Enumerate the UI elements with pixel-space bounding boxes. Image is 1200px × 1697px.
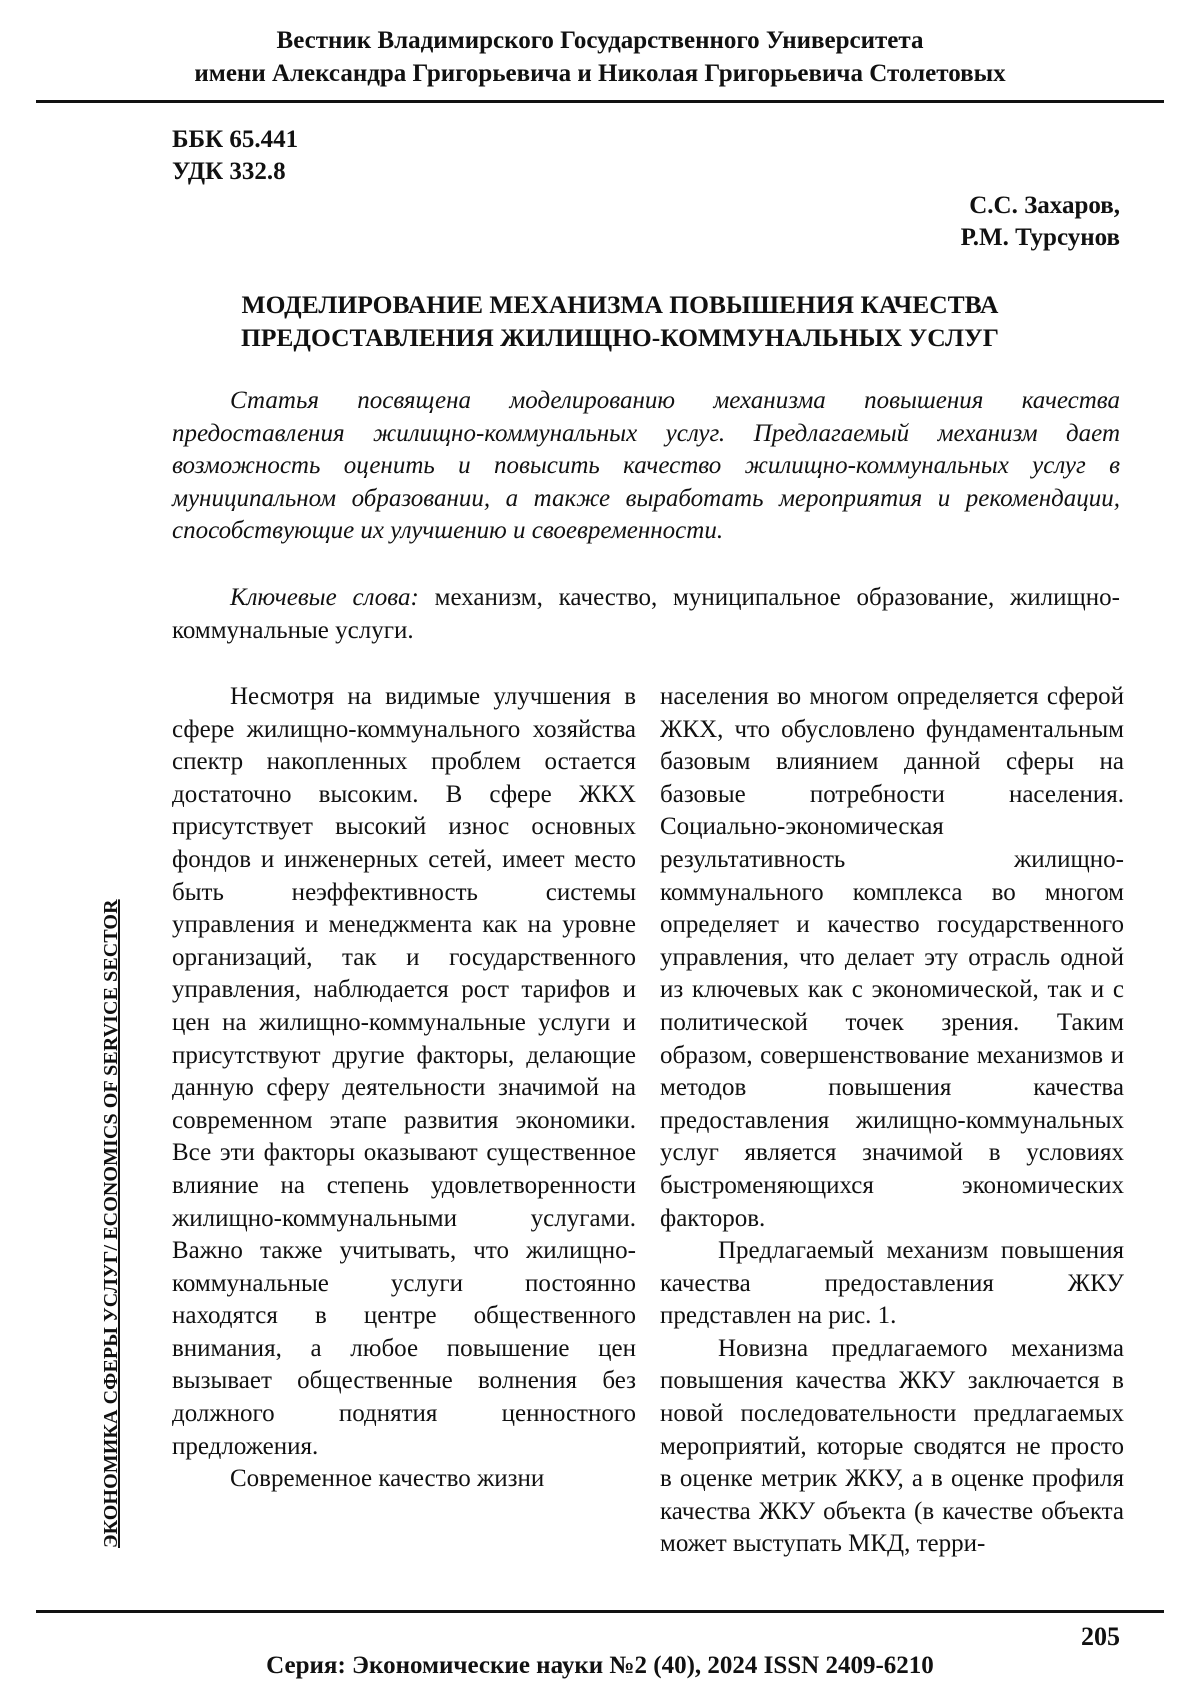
- keywords-label: Ключевые слова:: [230, 584, 419, 611]
- journal-title-line-2: имени Александра Григорьевича и Николая Григорьевича Столетовых: [194, 60, 1006, 87]
- keywords-text: механизм, качество, муниципальное образование, жилищно-коммунальные услуги.: [172, 584, 1120, 644]
- bbk-code: ББК 65.441: [172, 126, 299, 153]
- body-paragraph: Новизна предлагаемого механизма повышения качества ЖКУ заключается в новой последовательности предлагаемых мероприятий, которые сводятся не просто в оценке метрик ЖКУ, а в оценке профиля качества ЖКУ объекта (в качестве объекта может выступать МКД, терри-: [660, 1334, 1124, 1558]
- body-paragraph: Предлагаемый механизм повышения качества предоставления ЖКУ представлен на рис. 1.: [660, 1237, 1124, 1330]
- classification-codes: [172, 124, 298, 188]
- article-title-line-1: МОДЕЛИРОВАНИЕ МЕХАНИЗМА ПОВЫШЕНИЯ КАЧЕСТВА: [241, 290, 999, 319]
- author-1: С.С. Захаров,: [969, 192, 1120, 219]
- body-paragraph: Современное качество жизни: [230, 1465, 545, 1493]
- authors: [961, 190, 1120, 254]
- body-column-right: [660, 681, 1124, 1561]
- series-footer: Серия: Экономические науки №2 (40), 2024 ISSN 2409-6210: [266, 1652, 934, 1679]
- page-number: 205: [1081, 1622, 1120, 1651]
- abstract: Статья посвящена моделированию механизма повышения качества предоставления жилищно-коммунальных услуг. Предлагаемый механизм дает возможность оценить и повысить качество жилищно-коммунальных услуг в муниципальном образовании, а также выработать мероприятия и рекомендации, способствующие их улучшению и своевременности.: [172, 387, 1120, 544]
- article-title-line-2: ПРЕДОСТАВЛЕНИЯ ЖИЛИЩНО-КОММУНАЛЬНЫХ УСЛУГ: [241, 323, 999, 352]
- footer-rule: [36, 1610, 1164, 1613]
- section-side-label: ЭКОНОМИКА СФЕРЫ УСЛУГ/ ECONOMICS OF SERVICE SECTOR: [100, 899, 122, 1548]
- journal-title-line-1: Вестник Владимирского Государственного Университета: [276, 27, 924, 54]
- body-paragraph: Несмотря на видимые улучшения в сфере жилищно-коммунального хозяйства спектр накопленных проблем остается достаточно высоким. В сфере ЖКХ присутствует высокий износ основных фондов и инженерных сетей, имеет место быть неэффективность системы управления и менеджмента как на уровне организаций, так и государственного управления, наблюдается рост тарифов и цен на жилищно-коммунальные услуги и присутствуют другие факторы, делающие данную сферу деятельности значимой на современном этапе развития экономики. Все эти факторы оказывают существенное влияние на степень удовлетворенности жилищно-коммунальными услугами. Важно также учитывать, что жилищно-коммунальные услуги постоянно находятся в центре общественного внимания, а любое повышение цен вызывает общественные волнения без должного поднятия ценностного предложения.: [172, 683, 636, 1460]
- body-column-left: [172, 681, 636, 1496]
- header-rule: [36, 100, 1164, 103]
- body-paragraph: населения во многом определяется сферой ЖКХ, что обусловлено фундаментальным базовым влиянием данной сферы на базовые потребности населения. Социально-экономическая результативность жилищно-коммунального комплекса во многом определяет и качество государственного управления, что делает эту отрасль одной из ключевых как с экономической, так и с политической точек зрения. Таким образом, совершенствование механизмов и методов повышения качества предоставления жилищно-коммунальных услуг является значимой в условиях быстроменяющихся экономических факторов.: [660, 683, 1124, 1232]
- article-title: [130, 288, 1110, 354]
- keywords: [172, 582, 1120, 647]
- udk-code: УДК 332.8: [172, 158, 286, 185]
- journal-header: [36, 24, 1164, 90]
- author-2: Р.М. Турсунов: [960, 224, 1120, 251]
